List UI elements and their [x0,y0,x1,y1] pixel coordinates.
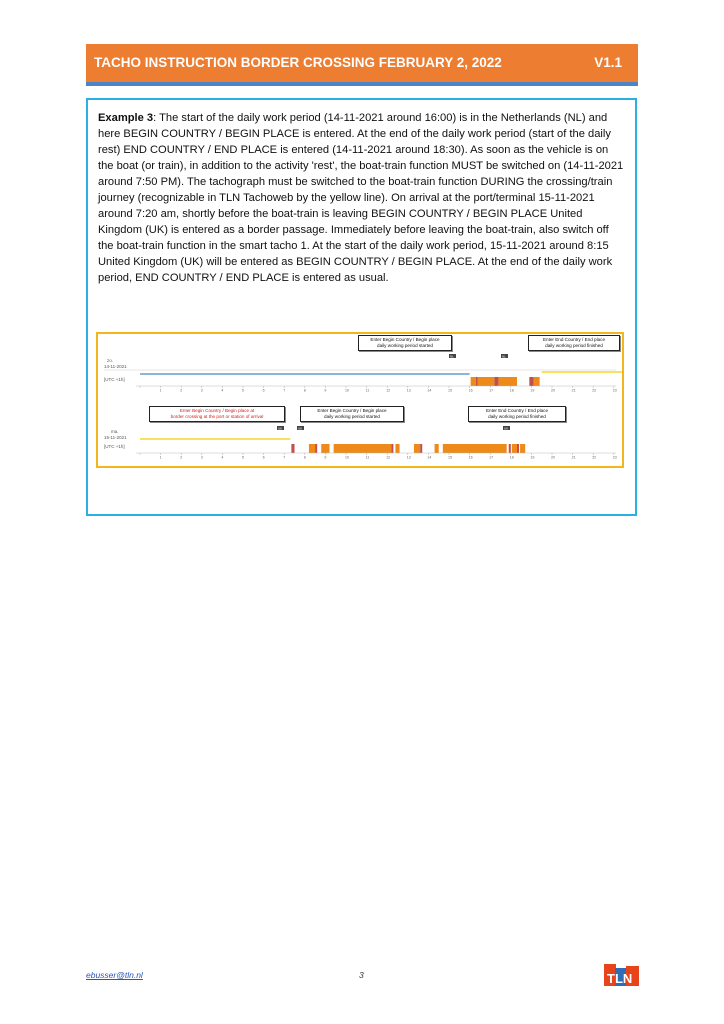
hour-label: 12 [386,388,391,393]
drive-bar [291,444,294,453]
logo-text: TLN [607,971,633,986]
hour-label: 7 [283,455,286,460]
hour-label: 14 [427,455,432,460]
day-1-timezone: [UTC +1h] [104,377,125,382]
callout-day-1-end-line1: Enter End Country / End place [542,337,606,342]
example-text: : The start of the daily work period (14-11-2021 around 16:00) is in the Netherlands (NL) and here BEGIN COUNTRY / BEGIN PLACE is entered. At the end of the daily work period (start of the daily rest) END COUNTRY / END PLACE is entered (14-11-2021 around 18:30). As soon as the vehicle is on the boat (or train), in addition to the activity 'rest', the boat-train function MUST be switched on (14-11-2021 around 7:50 PM). The tachograph must be switched to the boat-train function DURING the crossing/train journey (recognizable in TLN Tachoweb by the yellow line). On arrival at the port/terminal 15-11-2021 around 7:20 am, shortly before the boat-train is leaving BEGIN COUNTRY / BEGIN PLACE United Kingdom (UK) is entered as a border passage. Immediately before leaving the boat-train, also switch off the boat-train function in the smart tacho 1. At the start of the daily work period, 15-11-2021 around 8:15 United Kingdom (UK) will be entered as BEGIN COUNTRY / BEGIN PLACE. At the end of the daily work period, END COUNTRY / END PLACE is entered as usual. [98,112,624,284]
work-bar [471,377,476,386]
work-bar [435,444,439,453]
day-1-flag-end-label: NL [502,354,506,359]
hour-label: 5 [242,388,244,393]
hour-label: 23 [612,388,617,393]
document-title: TACHO INSTRUCTION BORDER CROSSING FEBRUARY 2, 2022 [94,55,502,70]
hour-label: 4 [221,455,224,460]
callout-day-2-border-line1: Enter Begin Country / Begin place at [179,408,255,413]
timeline-day-1 [104,354,622,393]
hour-label: 20 [551,455,555,460]
day-2-flag-begin-label: UK [298,426,303,431]
day-2-hour-ticks [140,453,622,460]
timeline-day-2 [104,426,622,460]
callout-day-2-end-line1: Enter End Country / End place [485,408,549,413]
hour-label: 17 [489,455,494,460]
work-bar [520,444,525,453]
day-2-date: 15-11-2021 [104,435,127,440]
day-1-flag-begin-label: NL [450,354,454,359]
work-bar [512,444,517,453]
callout-day-2-end [468,406,566,422]
callout-day-1-end [528,335,620,351]
tachograph-screenshot [96,332,624,468]
hour-label: 14 [427,388,432,393]
hour-label: 18 [509,388,514,393]
hour-label: 6 [262,388,265,393]
hour-label: 10 [345,455,349,460]
drive-bar [529,377,533,386]
work-bar [321,444,329,453]
hour-label: 18 [509,455,514,460]
hour-label: 5 [242,455,244,460]
callout-day-1-end-line2: daily working period finished [545,343,603,348]
drive-bar [517,444,519,453]
hour-label: 2 [180,388,183,393]
hour-label: 4 [221,388,224,393]
day-2-flag-begin [297,426,304,430]
tachograph-timeline [98,334,622,466]
day-2-flag-border-label: UK [278,426,283,431]
callout-day-2-end-line2: daily working period finished [488,414,546,419]
hour-label: 19 [530,388,535,393]
hour-label: 13 [406,455,411,460]
hour-label: 1 [159,455,162,460]
hour-label: 8 [303,455,306,460]
hour-label: 3 [200,388,203,393]
drive-bar [494,377,498,386]
hour-label: 1 [159,388,162,393]
hour-label: 20 [551,388,555,393]
hour-label: 16 [468,455,473,460]
work-bar [443,444,507,453]
work-bar [498,377,517,386]
drive-bar [509,444,511,453]
day-1-date: 14-11-2021 [104,364,127,369]
hour-label: 10 [345,388,349,393]
day-2-activity-bars [140,439,525,453]
hour-label: 13 [406,388,411,393]
hour-label: 21 [571,388,576,393]
hour-label: 19 [530,455,535,460]
header-divider [86,82,638,86]
drive-bar [476,377,478,386]
callout-day-2-begin [300,406,404,422]
callout-day-1-begin [358,335,452,351]
hour-label: 2 [180,455,183,460]
page-number: 3 [359,970,364,980]
day-1-weekday: zo. [107,358,114,363]
hour-label: 9 [324,455,327,460]
day-2-flag-border [277,426,284,430]
hour-label: 15 [448,388,452,393]
example-paragraph [98,110,626,286]
work-bar [478,377,494,386]
drive-bar [315,444,317,453]
tln-logo [602,958,642,988]
work-bar [334,444,392,453]
day-1-flag-end [501,354,508,358]
example-box [86,98,637,516]
hour-label: 9 [324,388,327,393]
day-1-activity-bars [140,372,622,386]
hour-label: 23 [612,455,617,460]
hour-label: 15 [448,455,452,460]
page-header [86,44,638,82]
callout-day-2-border [149,406,285,422]
callout-day-1-begin-line1: Enter Begin Country / Begin place [370,337,440,342]
hour-label: 8 [303,388,306,393]
day-2-weekday: ma. [111,429,119,434]
hour-label: 11 [365,388,370,393]
hour-label: 12 [386,455,391,460]
footer-email-link[interactable]: ebusser@tln.nl [86,970,143,980]
hour-label: 17 [489,388,494,393]
example-label: Example 3 [98,112,154,124]
hour-label: 21 [571,455,576,460]
work-bar [309,444,315,453]
day-1-flag-begin [449,354,456,358]
day-2-flag-end-label: UK [504,426,509,431]
callout-day-1-begin-line2: daily working period started [377,343,433,348]
hour-label: 3 [200,455,203,460]
hour-label: 22 [592,455,597,460]
day-1-hour-ticks [140,386,622,393]
document-version: V1.1 [594,55,622,70]
drive-bar [391,444,393,453]
day-2-timezone: [UTC +1h] [104,444,125,449]
drive-bar [420,444,422,453]
work-bar [533,377,539,386]
hour-label: 11 [365,455,370,460]
day-2-flag-end [503,426,510,430]
hour-label: 7 [283,388,286,393]
work-bar [395,444,399,453]
callout-day-2-begin-line2: daily working period started [324,414,380,419]
work-bar [414,444,420,453]
callout-day-2-begin-line1: Enter Begin Country / Begin place [317,408,387,413]
callout-day-2-border-line2: border crossing at the port or station of arrival [170,414,264,419]
hour-label: 6 [262,455,265,460]
hour-label: 22 [592,388,597,393]
hour-label: 16 [468,388,473,393]
